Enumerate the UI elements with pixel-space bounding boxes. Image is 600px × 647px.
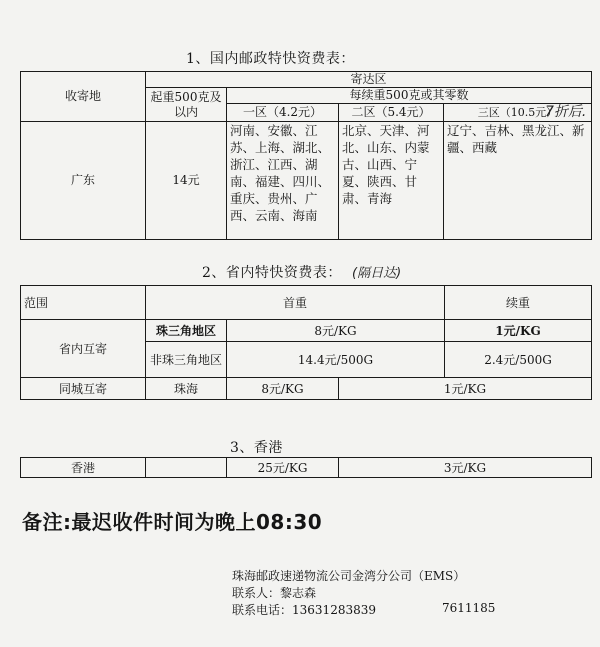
zone1-areas: 河南、安徽、江苏、上海、湖北、浙江、江西、湖南、福建、四川、重庆、贵州、广西、云南、海南 [227, 122, 339, 240]
handwritten-discount-note: 7折后. [545, 104, 587, 120]
section2-title: 2、省内特快资费表： [202, 265, 342, 281]
zone1-header: 一区（4.2元） [227, 104, 339, 122]
area-zhuhai: 珠海 [146, 378, 227, 400]
zone3-header: 三区（10.5元） [444, 104, 592, 122]
provincial-rate-table [20, 285, 592, 400]
scope-provincial: 省内互寄 [21, 320, 146, 378]
phone-1: 13631283839 [292, 603, 376, 617]
first-zhuhai: 8元/KG [227, 378, 339, 400]
first-weight-header-2: 首重 [146, 286, 445, 320]
destination-zone-header: 寄达区 [146, 72, 592, 88]
footer-phone-line [232, 601, 376, 618]
handwritten-next-day-note: (隔日达) [352, 266, 402, 281]
zone3-areas: 辽宁、吉林、黑龙江、新疆、西藏 [444, 122, 592, 240]
area-non-prd: 非珠三角地区 [146, 342, 227, 378]
phone-label: 联系电话： [232, 603, 293, 617]
hk-first: 25元/KG [227, 458, 339, 478]
first-price-cell: 14元 [146, 122, 227, 240]
add-zhuhai: 1元/KG [339, 378, 592, 400]
add-prd: 1元/KG [445, 320, 592, 342]
additional-weight-header: 每续重500克或其零数 [227, 88, 592, 104]
hk-label: 香港 [21, 458, 146, 478]
scope-header: 范围 [21, 286, 146, 320]
add-non-prd: 2.4元/500G [445, 342, 592, 378]
domestic-rate-table [20, 71, 592, 240]
footer-contact [232, 584, 316, 601]
area-prd: 珠三角地区 [146, 320, 227, 342]
origin-cell: 广东 [21, 122, 146, 240]
hongkong-rate-table [20, 457, 592, 478]
contact-name: 黎志森 [280, 586, 317, 600]
section3-title: 3、香港 [230, 440, 283, 456]
zone2-header: 二区（5.4元） [339, 104, 444, 122]
origin-header: 收寄地 [21, 72, 146, 122]
contact-label: 联系人： [232, 586, 281, 600]
hk-empty-cell [146, 458, 227, 478]
hk-add: 3元/KG [339, 458, 592, 478]
first-weight-header: 起重500克及以内 [146, 88, 227, 122]
section1-title: 1、国内邮政特快资费表： [186, 51, 355, 67]
footer-company: 珠海邮政速递物流公司金湾分公司（EMS） [232, 569, 466, 583]
zone2-areas: 北京、天津、河北、山东、内蒙古、山西、宁夏、陕西、甘肃、青海 [339, 122, 444, 240]
first-non-prd: 14.4元/500G [227, 342, 445, 378]
additional-weight-header-2: 续重 [445, 286, 592, 320]
remark-latest-pickup: 备注:最迟收件时间为晚上08:30 [22, 510, 323, 534]
scope-same-city: 同城互寄 [21, 378, 146, 400]
phone-2: 7611185 [442, 601, 496, 615]
first-prd: 8元/KG [227, 320, 445, 342]
